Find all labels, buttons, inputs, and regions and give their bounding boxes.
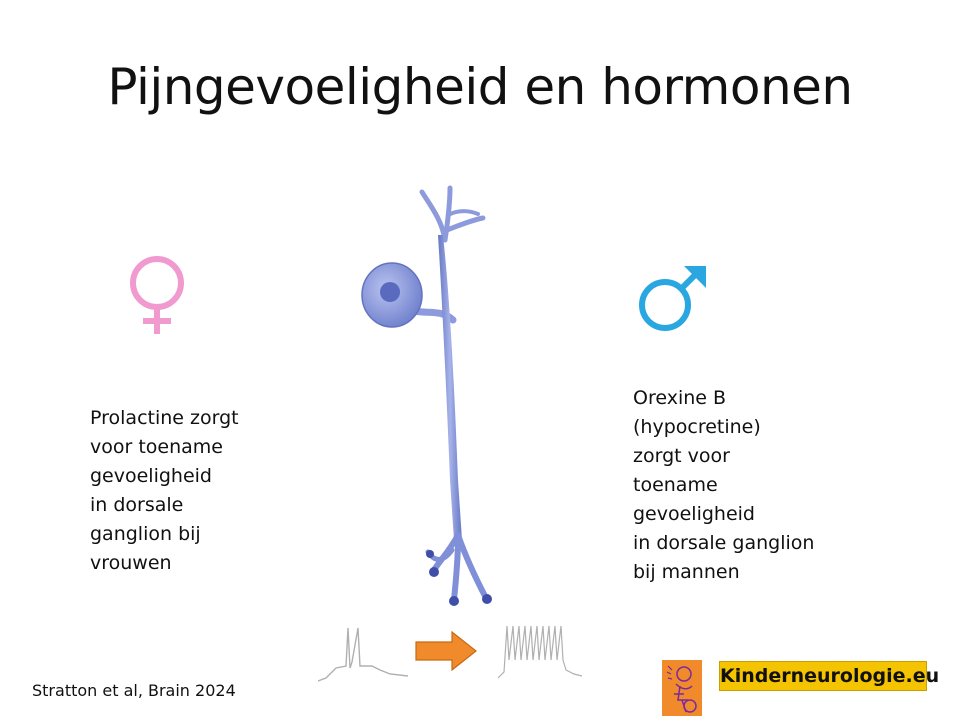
male-description: Orexine B (hypocretine) zorgt voor toename gevoeligheid in dorsale ganglion bij mannen bbox=[633, 387, 815, 583]
logo-figure-icon bbox=[662, 660, 702, 716]
male-symbol-icon bbox=[636, 264, 710, 336]
female-symbol-icon bbox=[124, 254, 190, 336]
spike-trace-before bbox=[318, 626, 408, 684]
neuron-illustration bbox=[350, 180, 510, 610]
orange-arrow-icon bbox=[414, 630, 478, 672]
logo-badge bbox=[719, 661, 940, 691]
citation: Stratton et al, Brain 2024 bbox=[32, 681, 236, 700]
spike-trace-after bbox=[498, 624, 582, 682]
female-description: Prolactine zorgt voor toename gevoeligheid in dorsale ganglion bij vrouwen bbox=[90, 407, 239, 574]
slide-title: Pijngevoeligheid en hormonen bbox=[107, 58, 853, 116]
logo-text: Kinderneurologie.eu bbox=[720, 665, 940, 687]
